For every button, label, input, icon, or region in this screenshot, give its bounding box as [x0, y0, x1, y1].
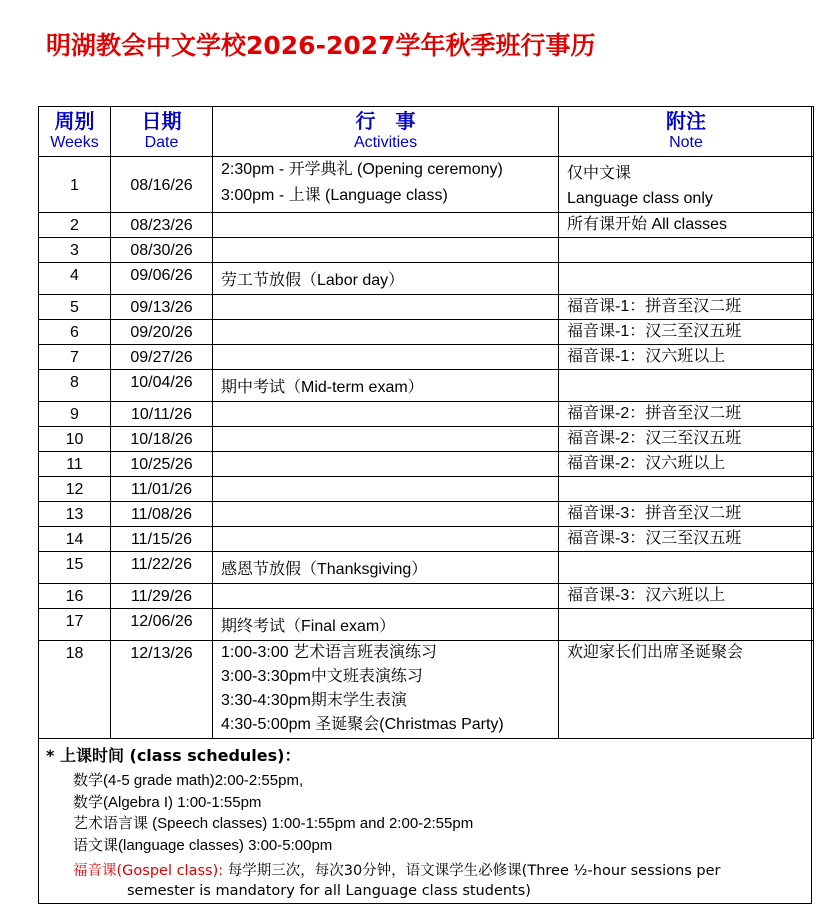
note-cell	[559, 157, 814, 213]
page-title: 明湖教会中文学校2026-2027学年秋季班行事历	[46, 31, 596, 60]
schedule-line: 数学(4-5 grade math)2:00-2:55pm,	[73, 772, 304, 789]
note-cell	[559, 609, 814, 641]
table-row	[39, 527, 814, 552]
note-cell	[559, 345, 814, 370]
date-cell: 08/23/26	[111, 213, 213, 238]
note-text: Language class only	[567, 190, 713, 207]
table-row	[39, 502, 814, 527]
note-cell	[559, 641, 814, 739]
activities-cell	[213, 477, 559, 502]
table-row	[39, 213, 814, 238]
week-cell: 18	[39, 641, 111, 739]
week-cell: 5	[39, 295, 111, 320]
calendar-table	[38, 106, 814, 739]
header-row	[39, 107, 814, 157]
note-cell	[559, 452, 814, 477]
date-cell: 09/06/26	[111, 263, 213, 295]
schedule-heading: * 上课时间 (class schedules)：	[46, 746, 301, 765]
activities-cell	[213, 157, 559, 213]
note-cell	[559, 263, 814, 295]
note-cell	[559, 427, 814, 452]
note-text: 福音课-3：汉六班以上	[567, 587, 726, 604]
note-cell	[559, 238, 814, 263]
week-cell: 2	[39, 213, 111, 238]
week-cell: 8	[39, 370, 111, 402]
note-cell	[559, 402, 814, 427]
note-text: 福音课-2：汉六班以上	[567, 455, 726, 472]
schedule-notes	[38, 735, 813, 904]
note-text: 福音课-1：汉六班以上	[567, 348, 726, 365]
gospel-label: 福音课(Gospel class):	[73, 863, 224, 879]
week-cell: 6	[39, 320, 111, 345]
activities-cell	[213, 402, 559, 427]
note-cell	[559, 527, 814, 552]
activities-cell	[213, 527, 559, 552]
table-row	[39, 370, 814, 402]
table-row	[39, 552, 814, 584]
date-cell: 10/11/26	[111, 402, 213, 427]
activity-text: 2:30pm - 开学典礼 (Opening ceremony)	[221, 161, 503, 178]
note-text: 福音课-1：拼音至汉二班	[567, 298, 742, 315]
activities-cell	[213, 427, 559, 452]
date-cell: 08/30/26	[111, 238, 213, 263]
activities-cell	[213, 370, 559, 402]
header-weeks: 周别 Weeks	[39, 107, 111, 157]
header-note: 附注 Note	[559, 107, 814, 157]
date-cell: 12/13/26	[111, 641, 213, 739]
table-row	[39, 609, 814, 641]
activity-text: 感恩节放假（Thanksgiving）	[221, 561, 428, 578]
note-text: 福音课-2：汉三至汉五班	[567, 430, 742, 447]
date-cell: 12/06/26	[111, 609, 213, 641]
activities-cell	[213, 345, 559, 370]
date-cell: 11/22/26	[111, 552, 213, 584]
date-cell: 11/01/26	[111, 477, 213, 502]
note-cell	[559, 502, 814, 527]
note-cell	[559, 552, 814, 584]
date-cell: 11/29/26	[111, 584, 213, 609]
note-cell	[559, 320, 814, 345]
note-text: 欢迎家长们出席圣诞聚会	[567, 644, 744, 661]
table-row	[39, 157, 814, 213]
table-row	[39, 263, 814, 295]
week-cell: 14	[39, 527, 111, 552]
week-cell: 3	[39, 238, 111, 263]
table-row	[39, 345, 814, 370]
table-row	[39, 477, 814, 502]
note-text: 福音课-1：汉三至汉五班	[567, 323, 742, 340]
table-row	[39, 584, 814, 609]
schedule-line: 数学(Algebra I) 1:00-1:55pm	[73, 794, 262, 811]
week-cell: 11	[39, 452, 111, 477]
note-cell	[559, 584, 814, 609]
note-text: 福音课-2：拼音至汉二班	[567, 405, 742, 422]
date-cell: 10/25/26	[111, 452, 213, 477]
activities-cell	[213, 320, 559, 345]
activity-text: 期中考试（Mid-term exam）	[221, 379, 424, 396]
week-cell: 4	[39, 263, 111, 295]
week-cell: 9	[39, 402, 111, 427]
note-cell	[559, 477, 814, 502]
activities-cell	[213, 452, 559, 477]
activity-text: 1:00-3:00 艺术语言班表演练习	[221, 644, 438, 661]
header-date: 日期 Date	[111, 107, 213, 157]
table-row	[39, 238, 814, 263]
date-cell: 09/20/26	[111, 320, 213, 345]
week-cell: 10	[39, 427, 111, 452]
activities-cell	[213, 502, 559, 527]
gospel-note-continued: semester is mandatory for all Language class students)	[127, 883, 531, 899]
note-cell	[559, 370, 814, 402]
activity-text: 劳工节放假（Labor day）	[221, 272, 405, 289]
note-text: 福音课-3：拼音至汉二班	[567, 505, 742, 522]
schedule-line: 艺术语言课 (Speech classes) 1:00-1:55pm and 2:00-2:55pm	[73, 815, 474, 832]
activities-cell	[213, 641, 559, 739]
activities-cell	[213, 213, 559, 238]
table-row	[39, 295, 814, 320]
activity-text: 期终考试（Final exam）	[221, 618, 396, 635]
table-row	[39, 320, 814, 345]
activities-cell	[213, 295, 559, 320]
note-cell	[559, 213, 814, 238]
activity-text: 3:00pm - 上课 (Language class)	[221, 187, 448, 204]
table-row	[39, 641, 814, 739]
note-text: 所有课开始 All classes	[567, 216, 728, 233]
date-cell: 08/16/26	[111, 157, 213, 213]
header-activities: 行 事 Activities	[213, 107, 559, 157]
activities-cell	[213, 238, 559, 263]
activity-text: 3:30-4:30pm期末学生表演	[221, 692, 407, 709]
gospel-note	[73, 859, 721, 880]
activities-cell	[213, 263, 559, 295]
date-cell: 10/18/26	[111, 427, 213, 452]
note-cell	[559, 295, 814, 320]
week-cell: 16	[39, 584, 111, 609]
week-cell: 1	[39, 157, 111, 213]
note-text: 仅中文课	[567, 165, 632, 182]
table-row	[39, 452, 814, 477]
week-cell: 13	[39, 502, 111, 527]
activity-text: 4:30-5:00pm 圣诞聚会(Christmas Party)	[221, 716, 504, 733]
date-cell: 11/08/26	[111, 502, 213, 527]
week-cell: 15	[39, 552, 111, 584]
week-cell: 12	[39, 477, 111, 502]
calendar-body	[39, 157, 814, 739]
table-row	[39, 427, 814, 452]
date-cell: 11/15/26	[111, 527, 213, 552]
date-cell: 09/13/26	[111, 295, 213, 320]
schedule-line: 语文课(language classes) 3:00-5:00pm	[73, 837, 333, 854]
note-text: 福音课-3：汉三至汉五班	[567, 530, 742, 547]
activities-cell	[213, 584, 559, 609]
gospel-text: 每学期三次，每次30分钟，语文课学生必修课(Three ½-hour sessions per	[223, 863, 721, 879]
date-cell: 10/04/26	[111, 370, 213, 402]
date-cell: 09/27/26	[111, 345, 213, 370]
week-cell: 17	[39, 609, 111, 641]
activities-cell	[213, 552, 559, 584]
activities-cell	[213, 609, 559, 641]
activity-text: 3:00-3:30pm中文班表演练习	[221, 668, 423, 685]
table-row	[39, 402, 814, 427]
week-cell: 7	[39, 345, 111, 370]
